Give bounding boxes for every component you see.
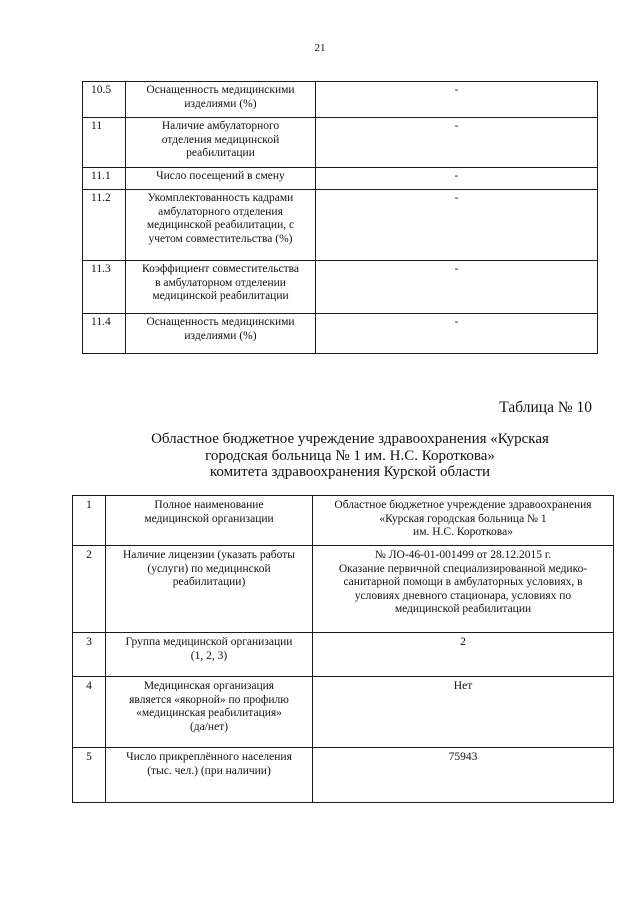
table-row bbox=[83, 314, 598, 354]
row-value: - bbox=[316, 168, 598, 190]
metrics-table bbox=[82, 81, 598, 354]
row-value: - bbox=[316, 82, 598, 118]
table-row bbox=[73, 546, 614, 633]
table-label: Таблица № 10 bbox=[499, 399, 592, 416]
row-value: - bbox=[316, 118, 598, 168]
organization-heading bbox=[60, 431, 640, 481]
row-number: 11.2 bbox=[83, 190, 126, 261]
row-indicator: Коэффициент совместительства в амбулаторном отделении медицинской реабилитации bbox=[126, 261, 316, 314]
row-indicator: Оснащенность медицинскими изделиями (%) bbox=[126, 314, 316, 354]
row-value: 75943 bbox=[313, 748, 614, 803]
table-row bbox=[83, 168, 598, 190]
row-number: 11.3 bbox=[83, 261, 126, 314]
row-value: Нет bbox=[313, 677, 614, 748]
row-number: 11.1 bbox=[83, 168, 126, 190]
row-indicator: Число прикреплённого населения (тыс. чел.) (при наличии) bbox=[106, 748, 313, 803]
row-number: 2 bbox=[73, 546, 106, 633]
row-indicator: Укомплектованность кадрами амбулаторного отделения медицинской реабилитации, с учетом совместительства (%) bbox=[126, 190, 316, 261]
organization-table bbox=[72, 495, 614, 803]
row-number: 1 bbox=[73, 496, 106, 546]
row-value: 2 bbox=[313, 633, 614, 677]
table-row bbox=[73, 677, 614, 748]
row-number: 5 bbox=[73, 748, 106, 803]
row-indicator: Наличие амбулаторного отделения медицинской реабилитации bbox=[126, 118, 316, 168]
row-indicator: Медицинская организация является «якорной» по профилю «медицинская реабилитация» (да/нет) bbox=[106, 677, 313, 748]
row-number: 3 bbox=[73, 633, 106, 677]
table-row bbox=[73, 633, 614, 677]
table-row bbox=[73, 748, 614, 803]
row-number: 4 bbox=[73, 677, 106, 748]
table-row bbox=[83, 118, 598, 168]
table-row bbox=[83, 261, 598, 314]
heading-line: комитета здравоохранения Курской области bbox=[209, 464, 491, 480]
table-row bbox=[83, 82, 598, 118]
row-value: № ЛО-46-01-001499 от 28.12.2015 г. Оказание первичной специализированной медико- санитарной помощи в амбулаторных условиях, в условиях дневного стационара, условиях по медицинской реабилитации bbox=[313, 546, 614, 633]
table-row bbox=[73, 496, 614, 546]
row-number: 11 bbox=[83, 118, 126, 168]
row-indicator: Полное наименование медицинской организации bbox=[106, 496, 313, 546]
row-value: - bbox=[316, 190, 598, 261]
row-number: 11.4 bbox=[83, 314, 126, 354]
row-value: - bbox=[316, 261, 598, 314]
row-indicator: Число посещений в смену bbox=[126, 168, 316, 190]
table-row bbox=[83, 190, 598, 261]
heading-line: городская больница № 1 им. Н.С. Короткова» bbox=[205, 447, 495, 464]
row-value: Областное бюджетное учреждение здравоохранения «Курская городская больница № 1 им. Н.С. Короткова» bbox=[313, 496, 614, 546]
row-number: 10.5 bbox=[83, 82, 126, 118]
heading-line: Областное бюджетное учреждение здравоохранения «Курская bbox=[151, 431, 549, 447]
row-value: - bbox=[316, 314, 598, 354]
row-indicator: Группа медицинской организации (1, 2, 3) bbox=[106, 633, 313, 677]
page-number: 21 bbox=[314, 42, 326, 54]
row-indicator: Оснащенность медицинскими изделиями (%) bbox=[126, 82, 316, 118]
row-indicator: Наличие лицензии (указать работы (услуги) по медицинской реабилитации) bbox=[106, 546, 313, 633]
